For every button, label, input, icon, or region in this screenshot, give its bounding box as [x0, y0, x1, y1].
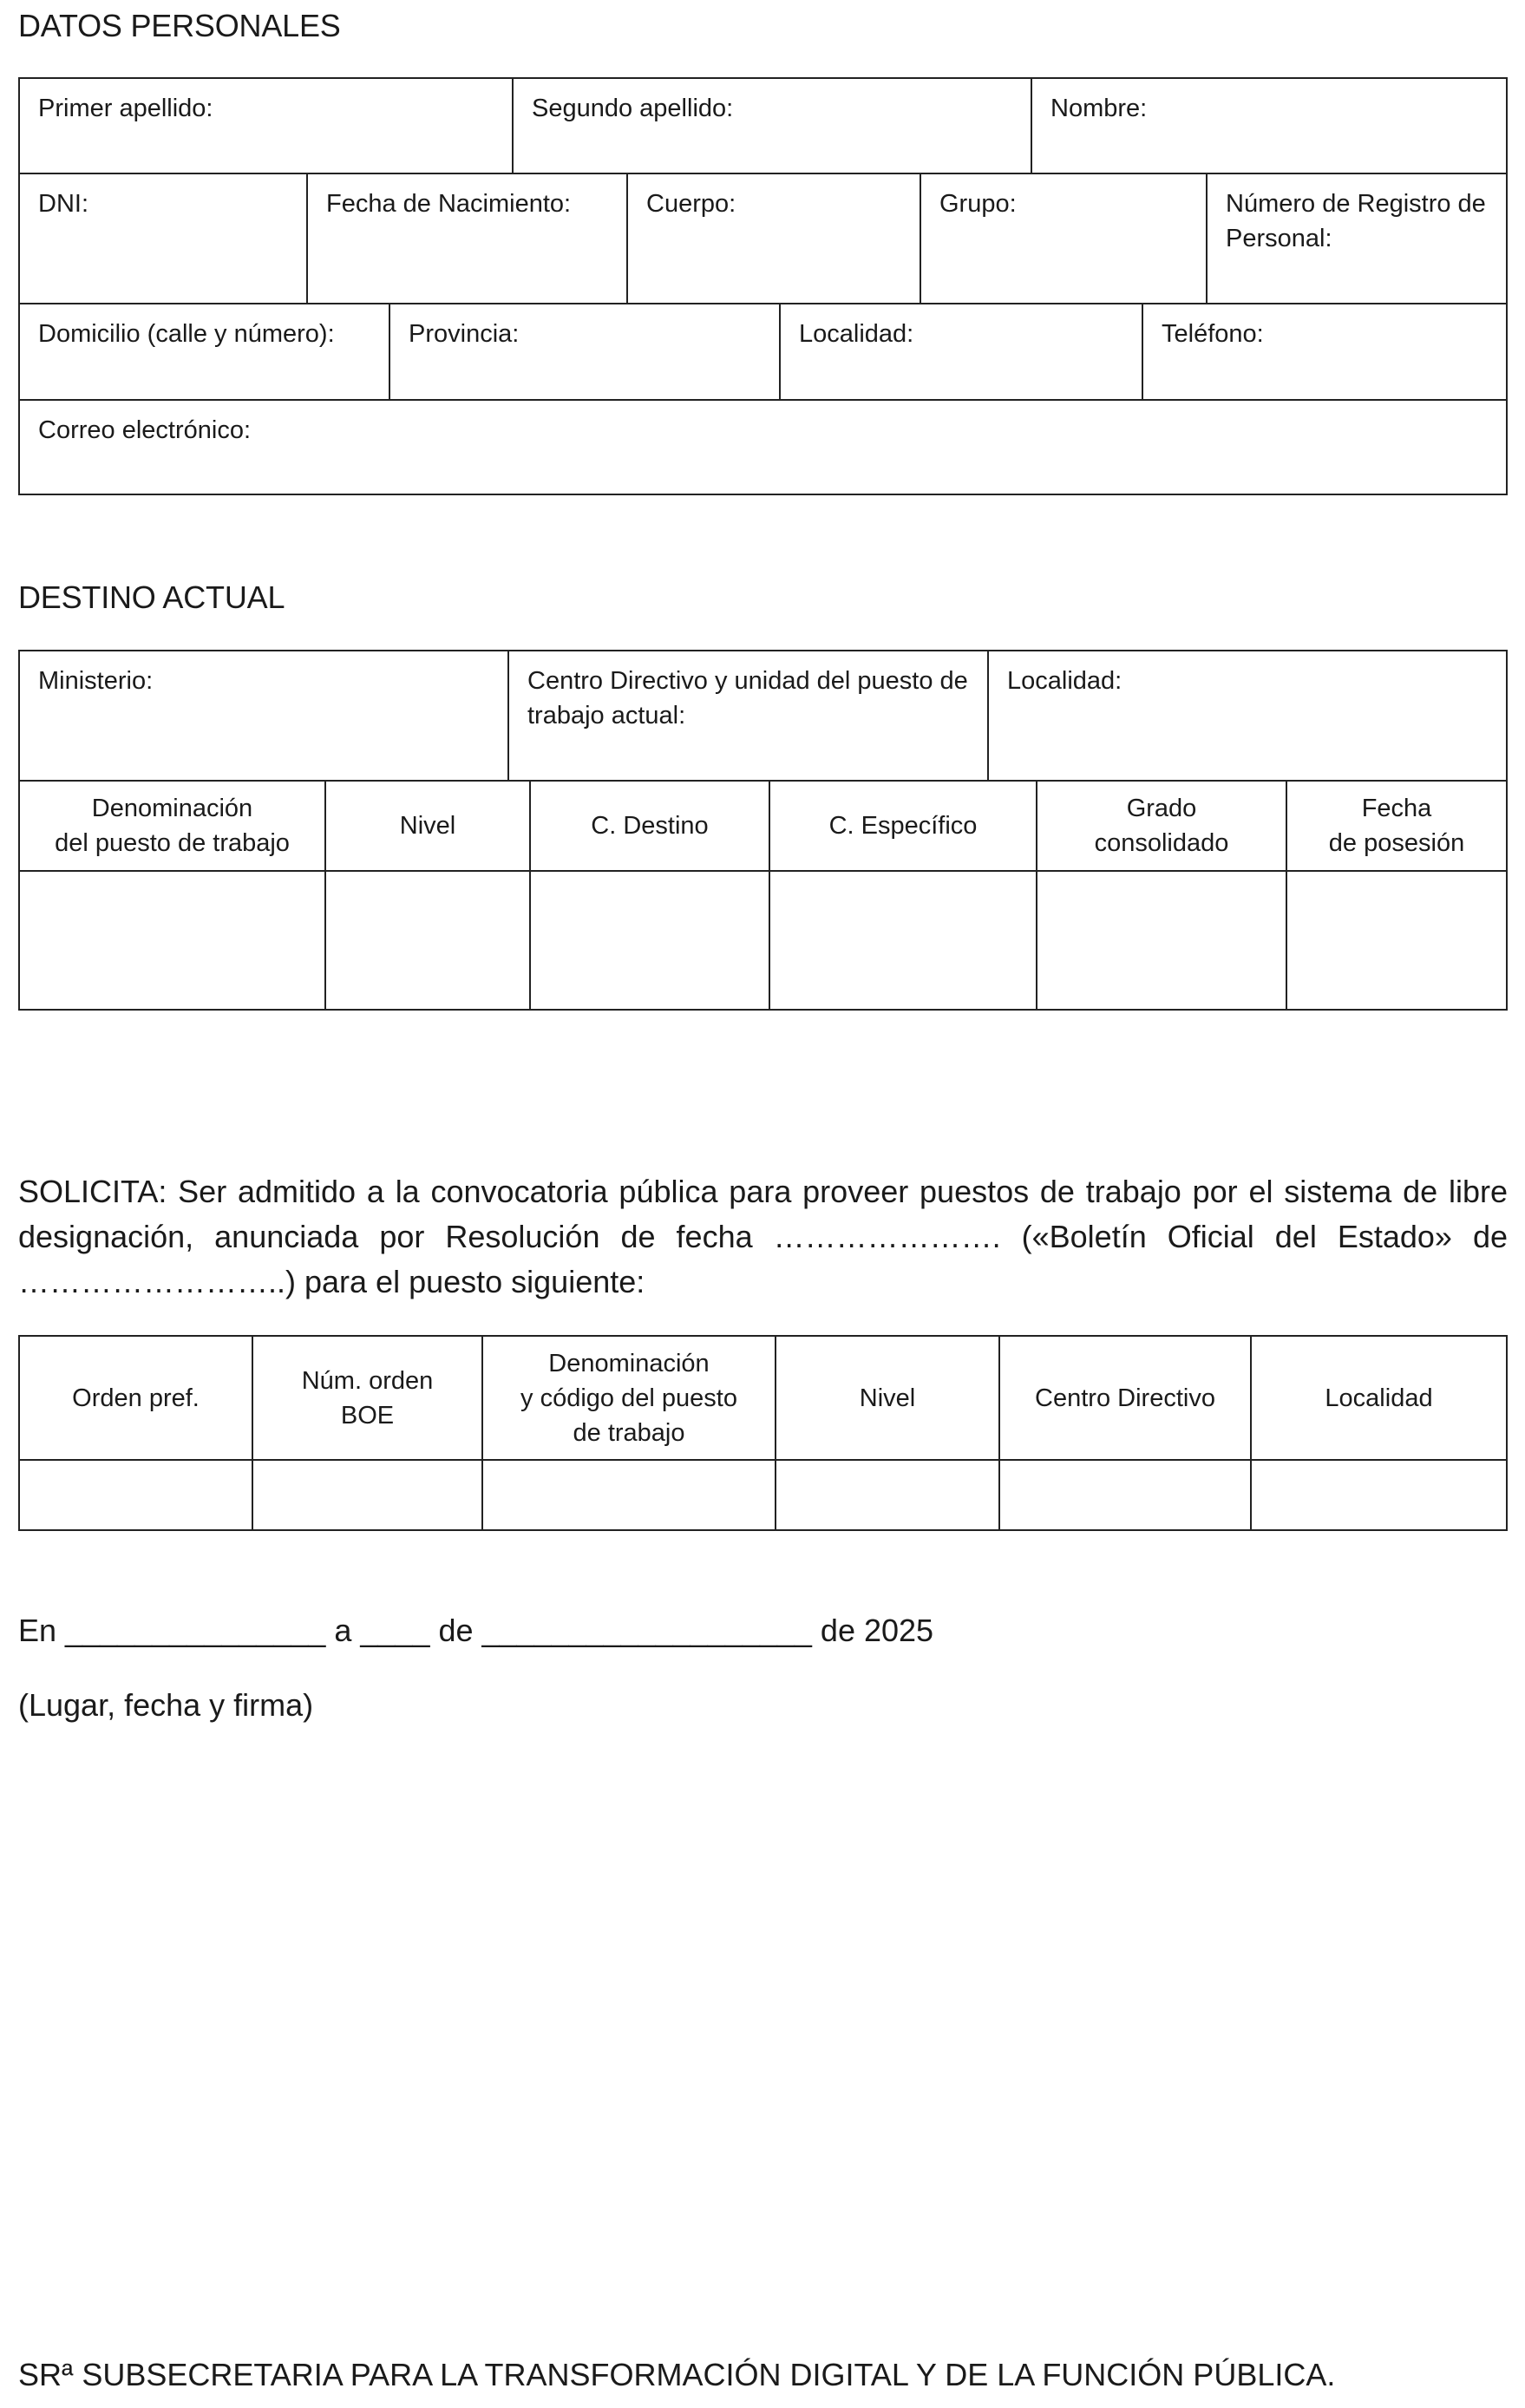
field-label: Fecha de Nacimiento:	[326, 190, 572, 218]
header-label: Nivel	[399, 812, 456, 840]
column-header-c-especifico	[770, 782, 1037, 872]
field-label: Domicilio (calle y número):	[38, 320, 335, 348]
header-label: Orden pref.	[72, 1384, 200, 1412]
column-header-c-destino	[531, 782, 770, 872]
field-label: Nombre:	[1050, 95, 1148, 122]
field-label: Correo electrónico:	[38, 416, 251, 444]
input-fecha-posesion[interactable]	[1287, 872, 1506, 1009]
column-header-centro-directivo	[1000, 1337, 1252, 1461]
input-centro-directivo[interactable]	[1000, 1461, 1252, 1529]
field-telefono[interactable]	[1143, 304, 1506, 401]
field-segundo-apellido[interactable]	[514, 79, 1032, 174]
field-numero-registro-personal[interactable]	[1208, 174, 1506, 304]
input-num-orden-boe[interactable]	[253, 1461, 483, 1529]
field-label: Número de Registro de Personal:	[1226, 190, 1486, 252]
field-ministerio[interactable]	[20, 651, 509, 782]
field-domicilio[interactable]	[20, 304, 390, 401]
header-label: Localidad	[1325, 1384, 1433, 1412]
column-header-nivel	[326, 782, 531, 872]
input-denominacion[interactable]	[20, 872, 326, 1009]
field-localidad-destino[interactable]	[989, 651, 1506, 782]
field-localidad[interactable]	[781, 304, 1143, 401]
column-header-localidad	[1252, 1337, 1506, 1461]
section-title-datos-personales: DATOS PERSONALES	[18, 8, 341, 43]
column-header-fecha-posesion	[1287, 782, 1506, 872]
field-cuerpo[interactable]	[628, 174, 921, 304]
field-label: Provincia:	[409, 320, 520, 348]
header-label: Denominación del puesto de trabajo	[55, 795, 290, 857]
header-label: C. Destino	[591, 812, 709, 840]
header-label: C. Específico	[828, 812, 978, 840]
field-provincia[interactable]	[390, 304, 781, 401]
destinatario: SRª SUBSECRETARIA PARA LA TRANSFORMACIÓN DIGITAL Y DE LA FUNCIÓN PÚBLICA.	[18, 2357, 1336, 2392]
input-orden-pref[interactable]	[20, 1461, 253, 1529]
header-label: Grado consolidado	[1094, 795, 1229, 857]
input-nivel-solicitado[interactable]	[776, 1461, 1000, 1529]
field-label: Segundo apellido:	[532, 95, 734, 122]
field-fecha-nacimiento[interactable]	[308, 174, 628, 304]
solicita-paragraph: SOLICITA: Ser admitido a la convocatoria pública para proveer puestos de trabajo por el sistema de libre designación, anunciada por Resolución de fecha …………………. («Boletín Oficial del Estado» de ……………………..) para el puesto siguiente:	[18, 1174, 1508, 1299]
header-label: Núm. orden BOE	[301, 1366, 434, 1430]
puesto-solicitado-table	[18, 1335, 1508, 1531]
column-header-denominacion	[20, 782, 326, 872]
datos-personales-table	[18, 77, 1508, 495]
field-label: Grupo:	[939, 190, 1017, 218]
field-label: Primer apellido:	[38, 95, 213, 122]
input-c-especifico[interactable]	[770, 872, 1037, 1009]
field-nombre[interactable]	[1032, 79, 1506, 174]
header-label: Nivel	[859, 1384, 916, 1412]
column-header-num-orden-boe	[253, 1337, 483, 1461]
field-label: Ministerio:	[38, 667, 154, 695]
field-label: Teléfono:	[1162, 320, 1264, 348]
field-dni[interactable]	[20, 174, 308, 304]
column-header-nivel	[776, 1337, 1000, 1461]
column-header-denominacion-codigo	[483, 1337, 776, 1461]
header-label: Denominación y código del puesto de trabajo	[520, 1349, 737, 1447]
field-label: DNI:	[38, 190, 88, 218]
input-grado-consolidado[interactable]	[1037, 872, 1287, 1009]
input-denominacion-codigo[interactable]	[483, 1461, 776, 1529]
lugar-fecha-firma-note: (Lugar, fecha y firma)	[18, 1687, 314, 1723]
lugar-fecha-line[interactable]: En _______________ a ____ de ___________________ de 2025	[18, 1613, 934, 1648]
destino-actual-table	[18, 650, 1508, 1011]
field-label: Centro Directivo y unidad del puesto de trabajo actual:	[527, 667, 968, 730]
column-header-orden-pref	[20, 1337, 253, 1461]
input-nivel[interactable]	[326, 872, 531, 1009]
field-label: Localidad:	[799, 320, 914, 348]
field-primer-apellido[interactable]	[20, 79, 514, 174]
field-correo-electronico[interactable]	[20, 401, 1506, 494]
field-centro-directivo-unidad[interactable]	[509, 651, 989, 782]
header-label: Centro Directivo	[1035, 1384, 1215, 1412]
input-localidad-solicitada[interactable]	[1252, 1461, 1506, 1529]
header-label: Fecha de posesión	[1328, 795, 1465, 857]
field-grupo[interactable]	[921, 174, 1208, 304]
field-label: Cuerpo:	[646, 190, 736, 218]
field-label: Localidad:	[1007, 667, 1122, 695]
input-c-destino[interactable]	[531, 872, 770, 1009]
column-header-grado-consolidado	[1037, 782, 1287, 872]
section-title-destino-actual: DESTINO ACTUAL	[18, 579, 285, 615]
